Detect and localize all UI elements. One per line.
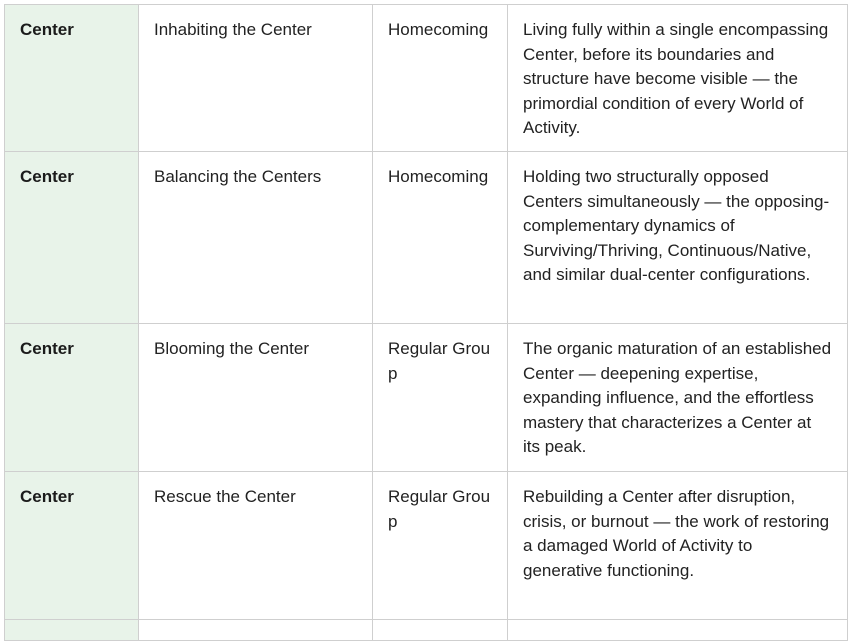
category-cell: Center: [5, 152, 139, 324]
table-row: [5, 5, 848, 152]
description-cell: The organic maturation of an established Center — deepening expertise, expanding influence, and the effortless mastery that characterizes a Center at its peak.: [508, 324, 848, 472]
category-cell-empty: [5, 620, 139, 641]
table-row: [5, 152, 848, 324]
category-cell: Center: [5, 5, 139, 152]
category-cell: Center: [5, 324, 139, 472]
practice-name-cell: Rescue the Center: [139, 472, 373, 620]
group-type-cell: Homecoming: [373, 5, 508, 152]
description-cell: Living fully within a single encompassing Center, before its boundaries and structure have become visible — the primordial condition of every World of Activity.: [508, 5, 848, 152]
center-practices-table: [4, 4, 848, 641]
table-row: [5, 324, 848, 472]
table-row: [5, 472, 848, 620]
description-cell-empty: [508, 620, 848, 641]
description-cell: Rebuilding a Center after disruption, crisis, or burnout — the work of restoring a damaged World of Activity to generative functioning.: [508, 472, 848, 620]
practice-name-cell-empty: [139, 620, 373, 641]
group-type-cell: Regular Group: [373, 324, 508, 472]
group-type-cell: Homecoming: [373, 152, 508, 324]
table-row-partial: [5, 620, 848, 641]
description-cell: Holding two structurally opposed Centers simultaneously — the opposing-complementary dynamics of Surviving/Thriving, Continuous/Native, and similar dual-center configurations.: [508, 152, 848, 324]
category-cell: Center: [5, 472, 139, 620]
group-type-cell-empty: [373, 620, 508, 641]
group-type-cell: Regular Group: [373, 472, 508, 620]
practice-name-cell: Balancing the Centers: [139, 152, 373, 324]
practice-name-cell: Inhabiting the Center: [139, 5, 373, 152]
practice-name-cell: Blooming the Center: [139, 324, 373, 472]
